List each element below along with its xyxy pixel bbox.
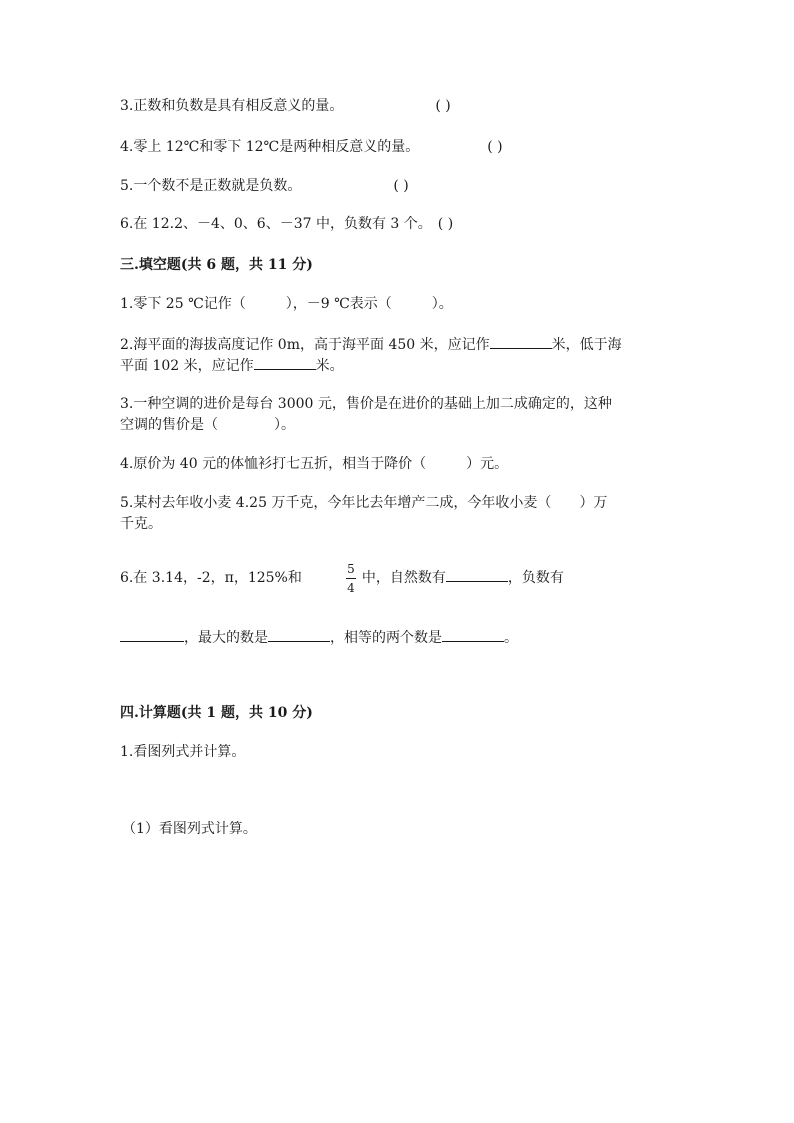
- fill-q6-text: ，相等的两个数是: [330, 630, 442, 646]
- fill-q2-text: 米。: [315, 358, 344, 374]
- fill-q6-text: 中，自然数有: [361, 570, 446, 586]
- answer-paren[interactable]: ( ): [435, 98, 451, 114]
- fraction-five-fourths: [346, 562, 356, 595]
- fraction-denominator: 4: [347, 581, 355, 595]
- question-text: 5.一个数不是正数就是负数。: [120, 178, 302, 194]
- answer-paren[interactable]: ( ): [487, 139, 503, 155]
- fill-q5-line2: 千克。: [120, 516, 162, 532]
- fill-q6-line1: [120, 567, 564, 588]
- fill-q2-line2: [120, 355, 344, 376]
- fill-q2-text: 2.海平面的海拔高度记作 0m，高于海平面 450 米，应记作: [120, 337, 490, 353]
- section-title-fill: 三.填空题(共 6 题，共 11 分): [120, 257, 313, 273]
- judge-q3: [120, 96, 451, 116]
- answer-blank[interactable]: [442, 627, 504, 642]
- answer-paren[interactable]: ( ): [437, 216, 454, 232]
- fill-q1-part-c: ）。: [431, 296, 453, 312]
- judge-q6: [120, 214, 453, 234]
- answer-blank[interactable]: [490, 334, 552, 349]
- fill-q1: [120, 294, 453, 314]
- calc-q1-sub1: （1）看图列式计算。: [122, 821, 257, 837]
- answer-blank[interactable]: [120, 627, 184, 642]
- fill-q1-part-b: ），－9 ℃表示（: [285, 296, 392, 312]
- fill-q6-line2: [120, 627, 518, 648]
- fill-q4: [120, 454, 508, 474]
- fill-q3-text: 空调的售价是（: [120, 417, 218, 433]
- fill-q5-text: 5.某村去年收小麦 4.25 万千克，今年比去年增产二成，今年收小麦（: [120, 495, 552, 511]
- judge-q4: [120, 137, 503, 157]
- fill-q6-text: 。: [504, 630, 518, 646]
- fill-q3-line1: 3.一种空调的进价是每台 3000 元，售价是在进价的基础上加二成确定的，这种: [120, 396, 612, 412]
- fill-q3-text: ）。: [274, 417, 295, 433]
- fill-q4-text: ）元。: [466, 456, 509, 472]
- fill-q6-text: ，最大的数是: [184, 630, 268, 646]
- fill-q2-text: 米，低于海: [551, 337, 622, 353]
- question-text: 6.在 12.2、－4、0、6、－37 中，负数有 3 个。: [120, 216, 432, 232]
- section-title-calc: 四.计算题(共 1 题，共 10 分): [120, 705, 313, 721]
- fill-q2-text: 平面 102 米，应记作: [120, 358, 254, 374]
- fill-q6-text: 6.在 3.14，-2，π，125%和: [120, 570, 302, 586]
- answer-blank[interactable]: [254, 355, 316, 370]
- question-text: 3.正数和负数是具有相反意义的量。: [120, 98, 344, 114]
- fill-q1-part-a: 1.零下 25 ℃记作（: [120, 296, 246, 312]
- judge-q5: [120, 176, 409, 196]
- fill-q5-text: ）万: [579, 495, 608, 511]
- fill-q6-text: ，负数有: [507, 570, 564, 586]
- fill-q4-text: 4.原价为 40 元的体恤衫打七五折，相当于降价（: [120, 456, 427, 472]
- question-text: 4.零上 12℃和零下 12℃是两种相反意义的量。: [120, 139, 420, 155]
- answer-paren[interactable]: ( ): [393, 178, 409, 194]
- fraction-bar: [346, 578, 356, 579]
- fill-q3-line2: [120, 415, 295, 435]
- fill-q2-line1: [120, 334, 622, 355]
- answer-blank[interactable]: [446, 567, 508, 582]
- calc-q1: 1.看图列式并计算。: [120, 744, 246, 760]
- answer-blank[interactable]: [268, 627, 330, 642]
- fill-q5-line1: [120, 493, 607, 513]
- fraction-numerator: 5: [347, 562, 355, 576]
